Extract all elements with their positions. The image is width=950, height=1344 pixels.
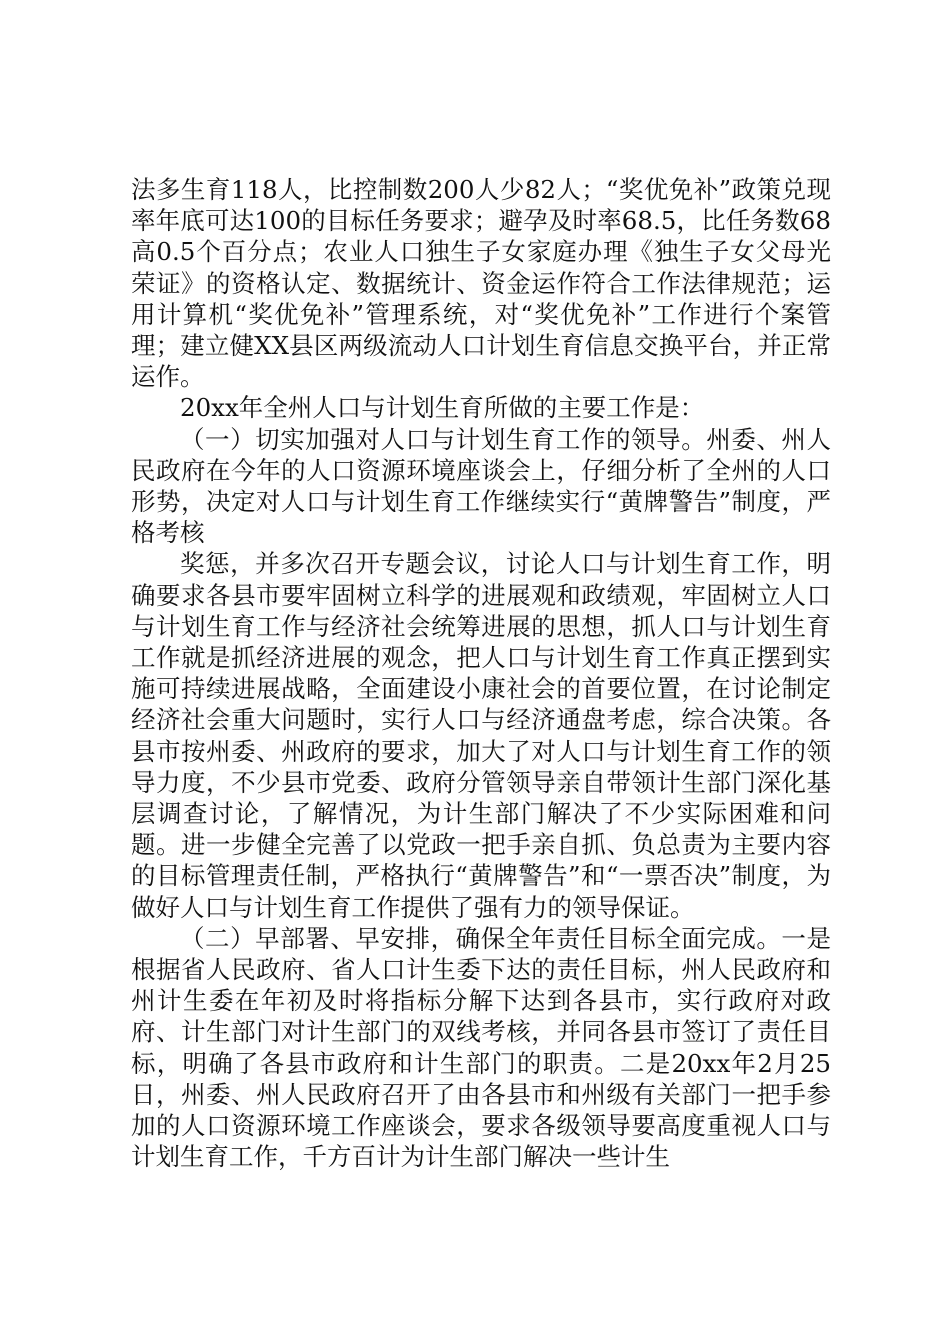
paragraph-section-two: （二）早部署、早安排，确保全年责任目标全面完成。一是根据省人民政府、省人口计生委下达的责任目标，州人民政府和州计生委在年初及时将指标分解下达到各县市，实行政府对政府、计生部门对计生部门的双线考核，并同各县市签订了责任目标，明确了各县市政府和计生部门的职责。二是20xx年2月25日，州委、州人民政府召开了由各县市和州级有关部门一把手参加的人口资源环境工作座谈会，要求各级领导要高度重视人口与计划生育工作，千方百计为计生部门解决一些计生 — [131, 923, 831, 1172]
paragraph-section-one-continued: 奖惩，并多次召开专题会议，讨论人口与计划生育工作，明确要求各县市要牢固树立科学的进展观和政绩观，牢固树立人口与计划生育工作与经济社会统筹进展的思想，抓人口与计划生育工作就是抓经济进展的观念，把人口与计划生育工作真正摆到实施可持续进展战略，全面建设小康社会的首要位置，在讨论制定经济社会重大问题时，实行人口与经济通盘考虑，综合决策。各县市按州委、州政府的要求，加大了对人口与计划生育工作的领导力度，不少县市党委、政府分管领导亲自带领计生部门深化基层调查讨论，了解情况，为计生部门解决了不少实际困难和问题。进一步健全完善了以党政一把手亲自抓、负总责为主要内容的目标管理责任制，严格执行“黄牌警告”和“一票否决”制度，为做好人口与计划生育工作提供了强有力的领导保证。 — [131, 549, 831, 922]
paragraph-main-work-intro: 20xx年全州人口与计划生育所做的主要工作是： — [180, 393, 705, 423]
paragraph-section-one: （一）切实加强对人口与计划生育工作的领导。州委、州人民政府在今年的人口资源环境座谈会上，仔细分析了全州的人口形势，决定对人口与计划生育工作继续实行“黄牌警告”制度，严格考核 — [131, 424, 831, 548]
document-body — [131, 174, 831, 1173]
paragraph-continuation: 法多生育118人，比控制数200人少82人；“奖优免补”政策兑现率年底可达100的目标任务要求；避孕及时率68.5，比任务数68高0.5个百分点；农业人口独生子女家庭办理《独生子女父母光荣证》的资格认定、数据统计、资金运作符合工作法律规范；运用计算机“奖优免补”管理系统，对“奖优免补”工作进行个案管理；建立健XX县区两级流动人口计划生育信息交换平台，并正常运作。 — [131, 175, 831, 392]
